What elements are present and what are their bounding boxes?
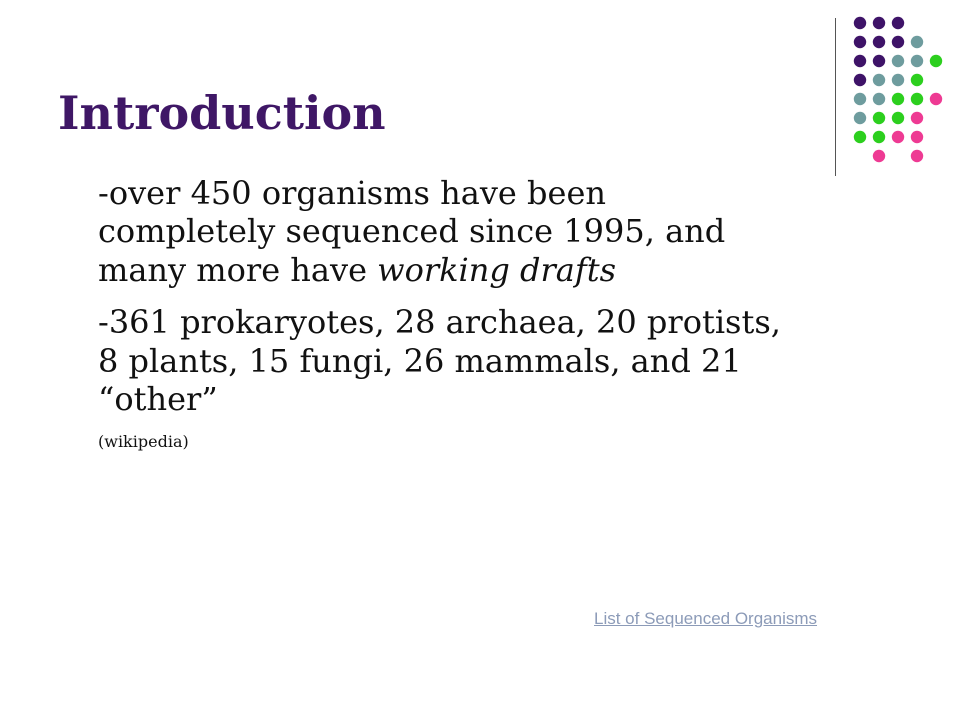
decorative-dot <box>892 131 904 143</box>
source-citation: (wikipedia) <box>98 432 189 452</box>
decorative-dot <box>873 150 885 162</box>
decorative-dot <box>911 150 923 162</box>
decorative-dot <box>892 36 904 48</box>
decorative-dot <box>854 131 866 143</box>
decorative-dot <box>873 74 885 86</box>
working-drafts-emphasis: working drafts <box>377 250 616 289</box>
decorative-dot <box>911 74 923 86</box>
bullet-organism-breakdown: -361 prokaryotes, 28 archaea, 20 protists, 8 plants, 15 fungi, 26 mammals, and 21 “other” <box>98 303 781 418</box>
decorative-dot <box>911 131 923 143</box>
decorative-dot <box>892 93 904 105</box>
decorative-dot <box>892 74 904 86</box>
decorative-dot <box>911 112 923 124</box>
slide-body <box>98 174 788 466</box>
decorative-dot <box>854 74 866 86</box>
decorative-dot <box>854 55 866 67</box>
decorative-dot <box>873 131 885 143</box>
decorative-dot <box>854 17 866 29</box>
decorative-dot <box>854 112 866 124</box>
vertical-divider <box>835 18 836 176</box>
decorative-dot <box>892 112 904 124</box>
decorative-dot <box>873 36 885 48</box>
slide-title: Introduction <box>58 86 386 140</box>
decorative-dot <box>892 55 904 67</box>
decorative-dot <box>854 93 866 105</box>
decorative-dot <box>930 55 942 67</box>
decorative-dot <box>873 17 885 29</box>
bullet-sequenced-text: -over 450 organisms have been completely sequenced since 1995, and many more have <box>98 174 726 289</box>
bullet-sequenced-count <box>98 174 788 289</box>
sequenced-organisms-link[interactable]: List of Sequenced Organisms <box>594 609 818 628</box>
decorative-dot <box>930 93 942 105</box>
decorative-dot <box>911 36 923 48</box>
decorative-dot <box>873 93 885 105</box>
decorative-dot <box>911 55 923 67</box>
decorative-dot <box>911 93 923 105</box>
decorative-dot <box>854 36 866 48</box>
decorative-dot <box>892 17 904 29</box>
decorative-dot-grid <box>850 14 950 164</box>
decorative-dot <box>873 55 885 67</box>
decorative-dot <box>873 112 885 124</box>
